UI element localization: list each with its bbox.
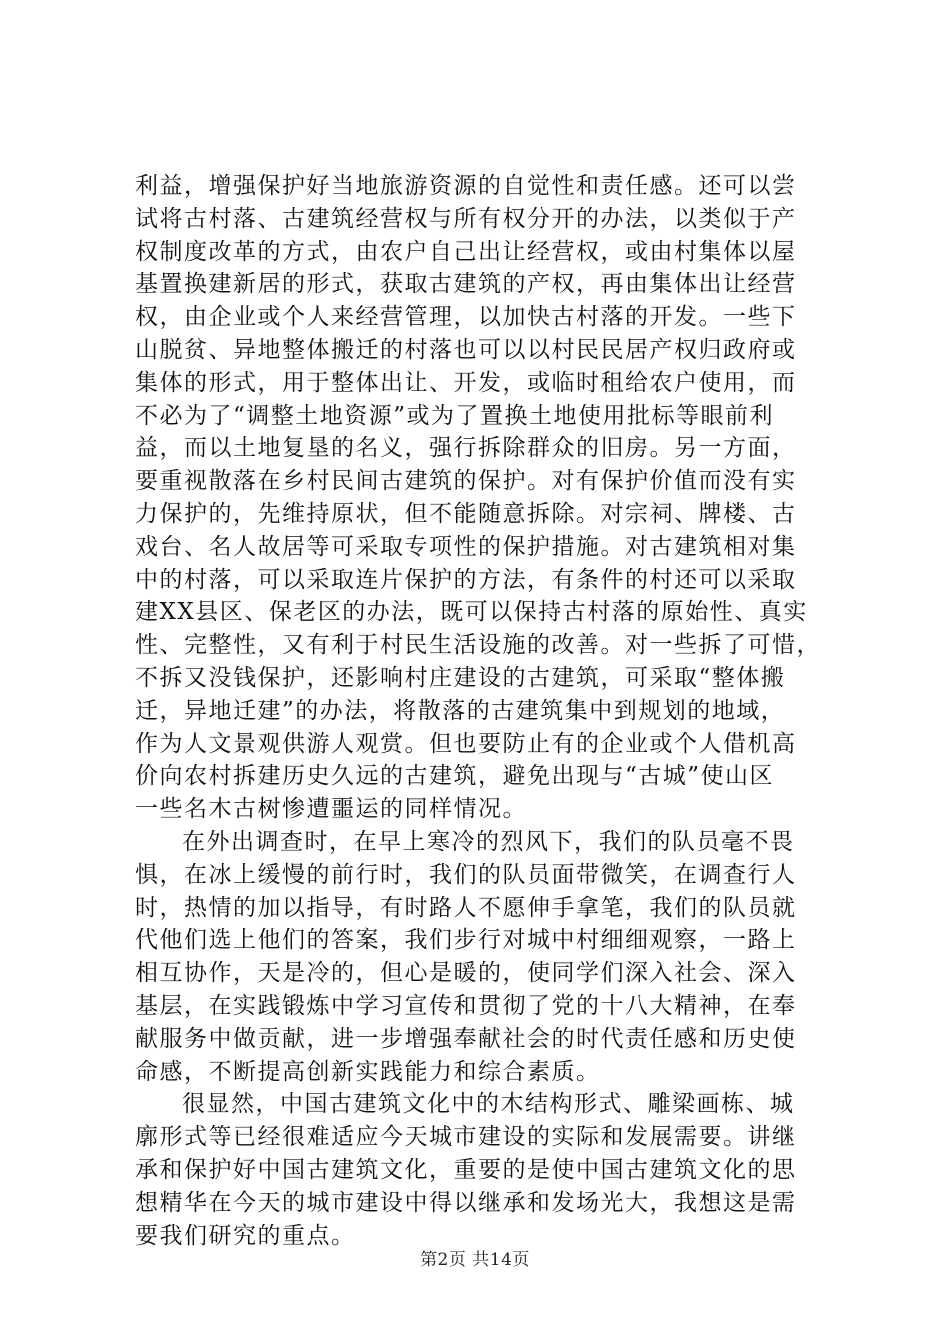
text-line: 权制度改革的方式，由农户自己出让经营权，或由村集体以屋 bbox=[135, 238, 797, 265]
text-line: 性、完整性，又有利于村民生活设施的改善。对一些拆了可惜， bbox=[135, 632, 821, 659]
text-line: 价向农村拆建历史久远的古建筑，避免出现与“古城”使山区 bbox=[135, 763, 775, 790]
text-line: 要我们研究的重点。 bbox=[135, 1222, 356, 1249]
text-line: 廓形式等已经很难适应今天城市建设的实际和发展需要。讲继 bbox=[135, 1124, 797, 1151]
text-line: 承和保护好中国古建筑文化，重要的是使中国古建筑文化的思 bbox=[135, 1156, 797, 1183]
text-line: 要重视散落在乡村民间古建筑的保护。对有保护价值而没有实 bbox=[135, 468, 797, 495]
text-line: 命感，不断提高创新实践能力和综合素质。 bbox=[135, 1058, 601, 1085]
paragraph-start-line: 很显然，中国古建筑文化中的木结构形式、雕梁画栋、城 bbox=[182, 1091, 795, 1118]
text-line: 代他们选上他们的答案，我们步行对城中村细细观察，一路上 bbox=[135, 927, 797, 954]
text-line: 试将古村落、古建筑经营权与所有权分开的办法，以类似于产 bbox=[135, 205, 797, 232]
text-line: 基层，在实践锻炼中学习宣传和贯彻了党的十八大精神，在奉 bbox=[135, 992, 797, 1019]
text-line: 建XX县区、保老区的办法，既可以保持古村落的原始性、真实 bbox=[135, 599, 808, 626]
text-line: 献服务中做贡献，进一步增强奉献社会的时代责任感和历史使 bbox=[135, 1025, 797, 1052]
text-line: 作为人文景观供游人观赏。但也要防止有的企业或个人借机高 bbox=[135, 730, 797, 757]
page-number-footer: 第2页 共14页 bbox=[420, 1250, 530, 1270]
text-line: 不拆又没钱保护，还影响村庄建设的古建筑，可采取“整体搬 bbox=[135, 664, 786, 691]
text-line: 力保护的，先维持原状，但不能随意拆除。对宗祠、牌楼、古 bbox=[135, 500, 797, 527]
text-line: 基置换建新居的形式，获取古建筑的产权，再由集体出让经营 bbox=[135, 271, 797, 298]
text-line: 利益，增强保护好当地旅游资源的自觉性和责任感。还可以尝 bbox=[135, 173, 797, 199]
text-line: 山脱贫、异地整体搬迁的村落也可以以村民民居产权归政府或 bbox=[135, 336, 797, 363]
text-line: 集体的形式，用于整体出让、开发，或临时租给农户使用，而 bbox=[135, 369, 797, 396]
text-line: 想精华在今天的城市建设中得以继承和发场光大，我想这是需 bbox=[135, 1189, 797, 1216]
text-line: 时，热情的加以指导，有时路人不愿伸手拿笔，我们的队员就 bbox=[135, 894, 797, 921]
text-line: 惧，在冰上缓慢的前行时，我们的队员面带微笑，在调查行人 bbox=[135, 861, 797, 888]
text-line: 中的村落，可以采取连片保护的方法，有条件的村还可以采取 bbox=[135, 566, 797, 593]
text-line: 益，而以土地复垦的名义，强行拆除群众的旧房。另一方面， bbox=[135, 435, 797, 462]
paragraph-start-line: 在外出调查时，在早上寒冷的烈风下，我们的队员毫不畏 bbox=[182, 828, 795, 855]
text-line: 权，由企业或个人来经营管理，以加快古村落的开发。一些下 bbox=[135, 304, 797, 331]
body-text bbox=[135, 170, 835, 1252]
text-line: 戏台、名人故居等可采取专项性的保护措施。对古建筑相对集 bbox=[135, 533, 797, 560]
text-line: 一些名木古树惨遭噩运的同样情况。 bbox=[135, 796, 527, 823]
text-line: 迁，异地迁建”的办法，将散落的古建筑集中到规划的地域， bbox=[135, 697, 786, 724]
text-line: 相互协作，天是冷的，但心是暖的，使同学们深入社会、深入 bbox=[135, 960, 797, 987]
text-line: 不必为了“调整土地资源”或为了置换土地使用批标等眼前利 bbox=[135, 402, 775, 429]
